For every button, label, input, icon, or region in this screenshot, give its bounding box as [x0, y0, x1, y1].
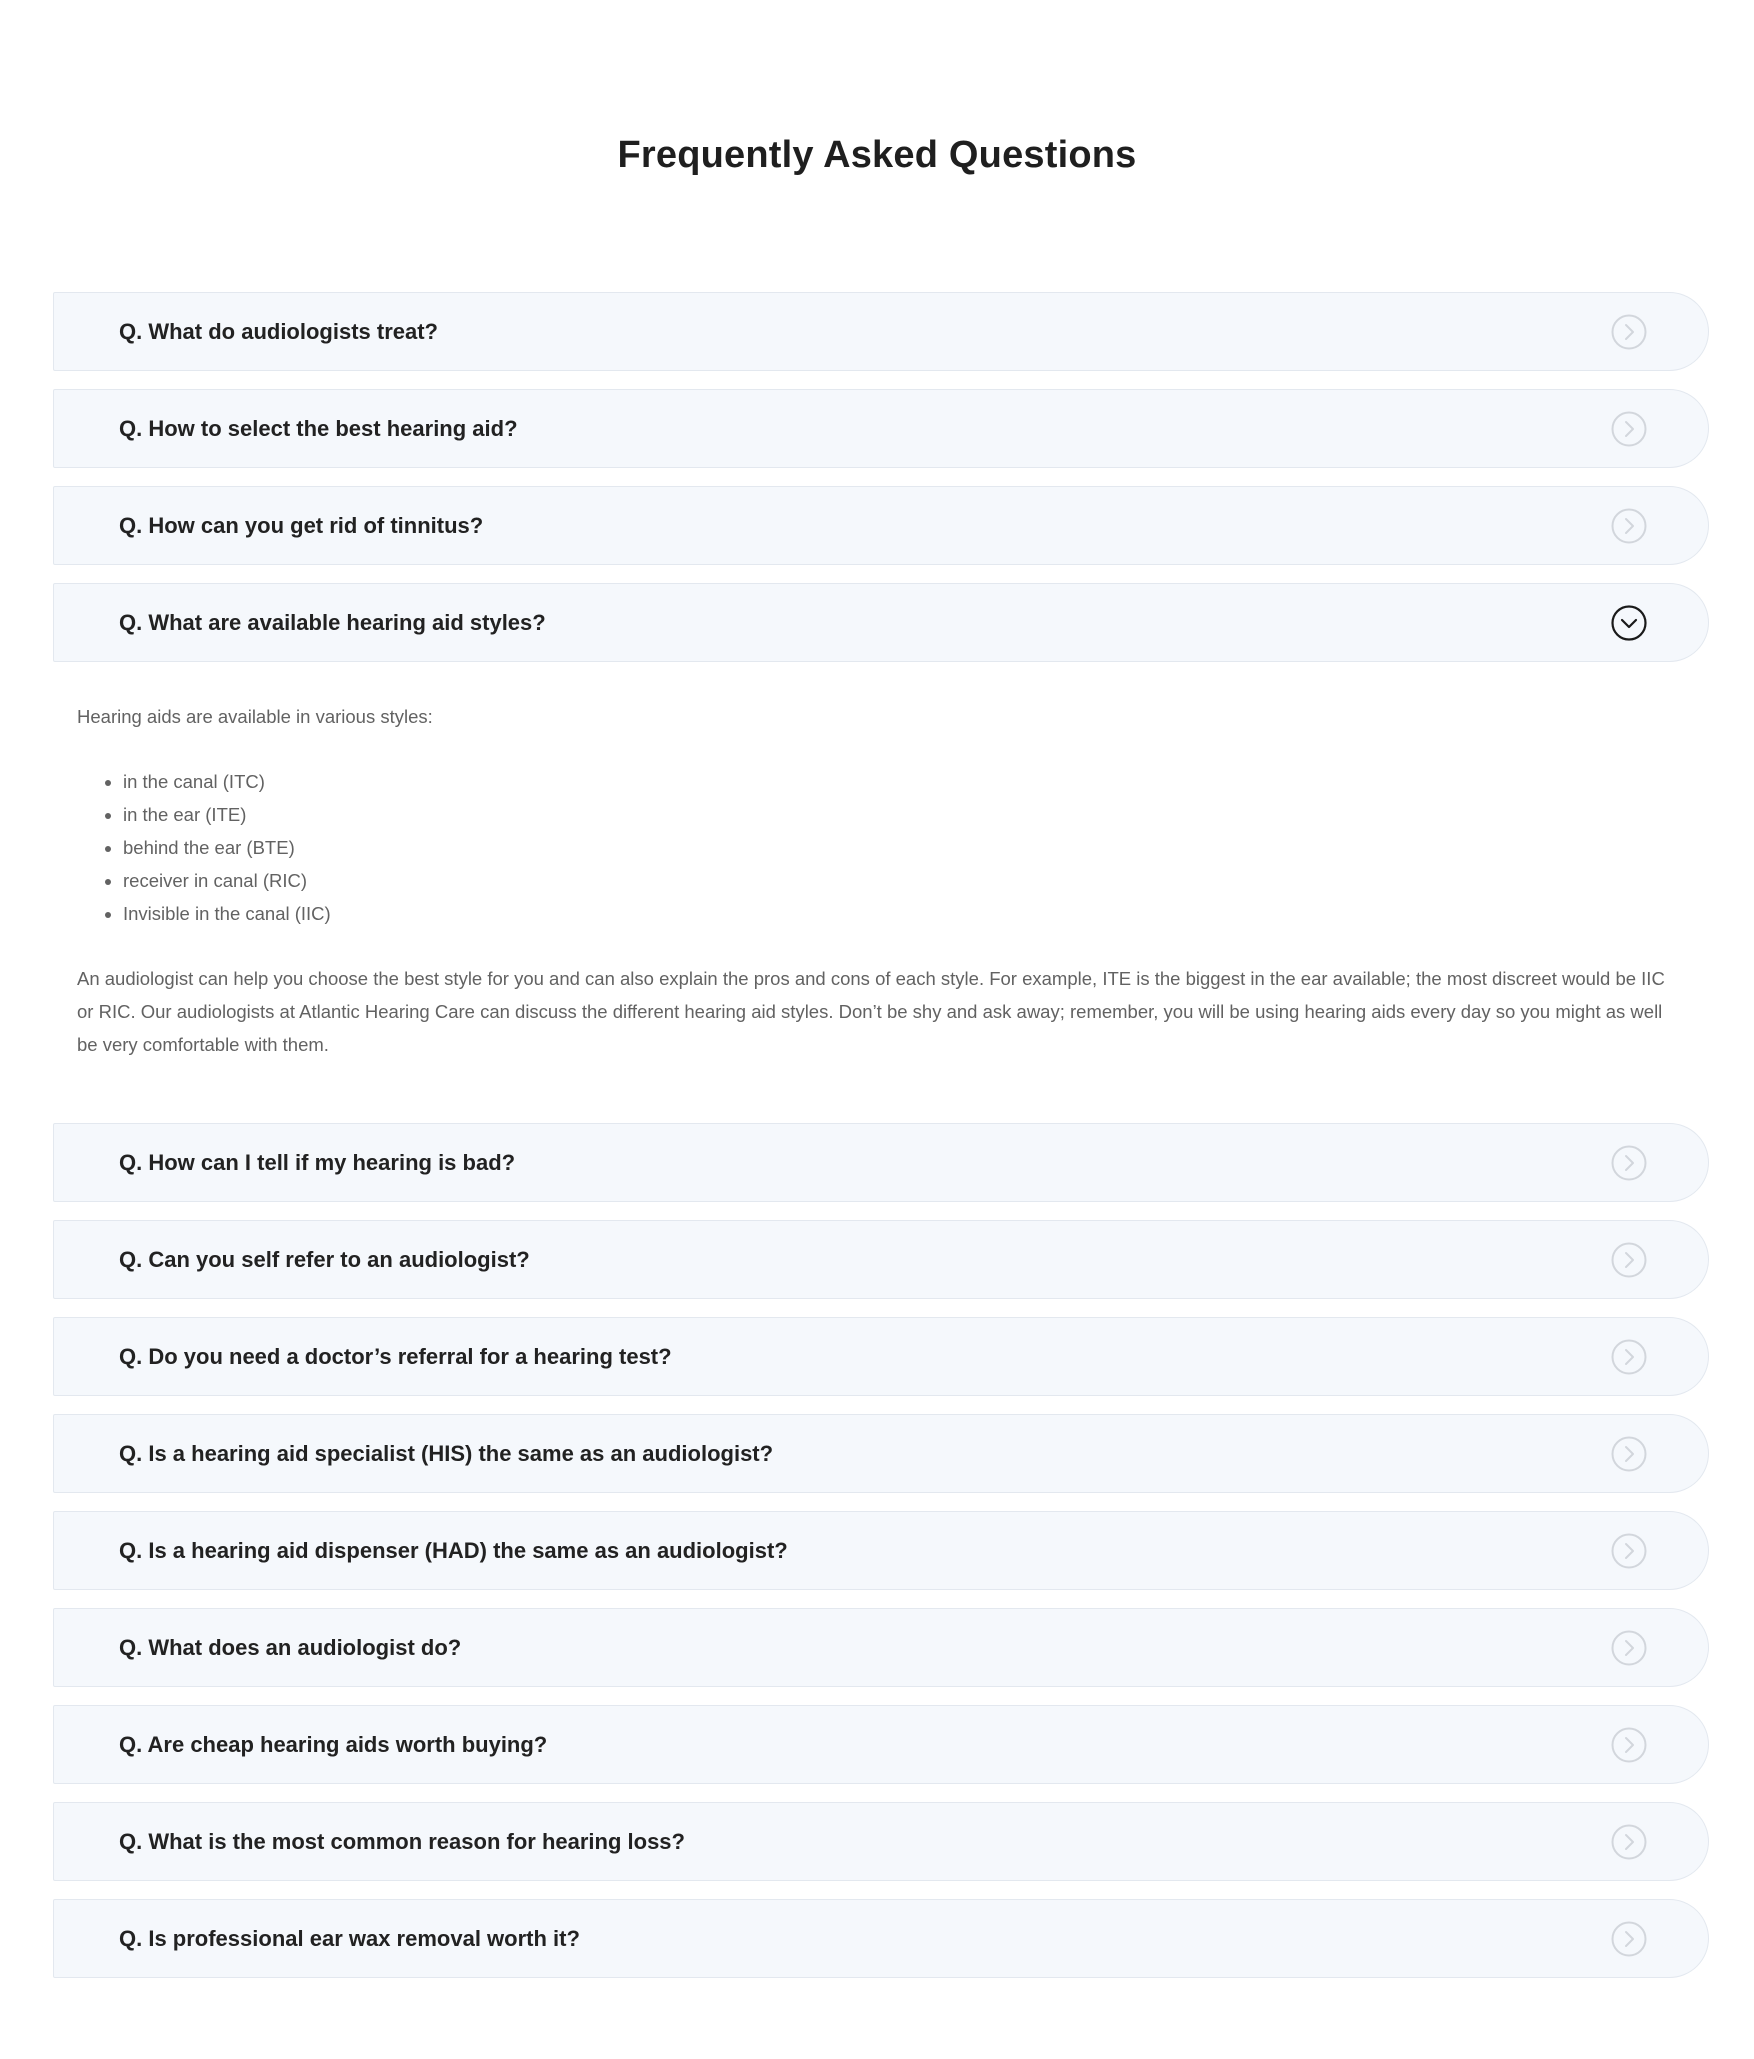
faq-question-toggle[interactable] — [53, 1802, 1709, 1881]
faq-item — [53, 1899, 1709, 1978]
faq-question-toggle[interactable] — [53, 389, 1709, 468]
list-item: • in the canal (ITC) — [123, 765, 1685, 798]
faq-question-toggle[interactable] — [53, 1220, 1709, 1299]
faq-item — [53, 1608, 1709, 1687]
faq-item — [53, 486, 1709, 565]
chevron-right-circle-icon[interactable] — [1610, 1144, 1648, 1182]
faq-question-toggle[interactable] — [53, 486, 1709, 565]
faq-question-text: Q. Can you self refer to an audiologist? — [119, 1246, 530, 1272]
chevron-right-circle-icon[interactable] — [1610, 1241, 1648, 1279]
faq-question-toggle[interactable] — [53, 1899, 1709, 1978]
chevron-right-circle-icon[interactable] — [1610, 507, 1648, 545]
answer-intro: Hearing aids are available in various styles: — [77, 706, 433, 727]
chevron-right-circle-icon[interactable] — [1610, 1629, 1648, 1667]
faq-question-toggle[interactable] — [53, 1317, 1709, 1396]
hearing-aid-styles-list — [77, 765, 1685, 930]
list-item: • Invisible in the canal (IIC) — [123, 897, 1685, 930]
faq-question-text: Q. Are cheap hearing aids worth buying? — [119, 1731, 548, 1757]
faq-item — [53, 1705, 1709, 1784]
faq-question-toggle[interactable] — [53, 583, 1709, 662]
faq-question-text: Q. What does an audiologist do? — [119, 1634, 462, 1660]
faq-question-toggle[interactable] — [53, 1123, 1709, 1202]
faq-question-text: Q. What is the most common reason for hearing loss? — [119, 1828, 685, 1854]
faq-question-toggle[interactable] — [53, 1511, 1709, 1590]
faq-list — [53, 292, 1709, 1996]
faq-question-text: Q. Is professional ear wax removal worth it? — [119, 1925, 580, 1951]
answer-outro: An audiologist can help you choose the best style for you and can also explain the pros and cons of each style. For example, ITE is the biggest in the ear available; the most discreet would be IIC or RIC. Our audiologists at Atlantic Hearing Care can discuss the different hearing aid styles. Don’t be shy and ask away; remember, you will be using hearing aids every day so you might as well be very comfortable with them. — [77, 968, 1665, 1055]
faq-question-text: Q. How can you get rid of tinnitus? — [119, 512, 484, 538]
faq-item — [53, 1802, 1709, 1881]
list-item: • in the ear (ITE) — [123, 798, 1685, 831]
chevron-right-circle-icon[interactable] — [1610, 1532, 1648, 1570]
chevron-down-circle-icon[interactable] — [1610, 604, 1648, 642]
chevron-right-circle-icon[interactable] — [1610, 1726, 1648, 1764]
list-item: • receiver in canal (RIC) — [123, 864, 1685, 897]
chevron-right-circle-icon[interactable] — [1610, 1338, 1648, 1376]
faq-item — [53, 1220, 1709, 1299]
faq-question-text: Q. What do audiologists treat? — [119, 318, 438, 344]
faq-item — [53, 1414, 1709, 1493]
faq-question-text: Q. How to select the best hearing aid? — [119, 415, 518, 441]
faq-question-toggle[interactable] — [53, 1414, 1709, 1493]
faq-item — [53, 292, 1709, 371]
chevron-right-circle-icon[interactable] — [1610, 313, 1648, 351]
faq-question-toggle[interactable] — [53, 1608, 1709, 1687]
chevron-right-circle-icon[interactable] — [1610, 1823, 1648, 1861]
faq-item — [53, 1511, 1709, 1590]
faq-question-text: Q. Is a hearing aid dispenser (HAD) the same as an audiologist? — [119, 1537, 788, 1563]
faq-answer — [53, 662, 1709, 1105]
faq-question-toggle[interactable] — [53, 292, 1709, 371]
faq-question-text: Q. What are available hearing aid styles? — [119, 609, 546, 635]
list-item: • behind the ear (BTE) — [123, 831, 1685, 864]
faq-item — [53, 1123, 1709, 1202]
faq-question-text: Q. Do you need a doctor’s referral for a hearing test? — [119, 1343, 672, 1369]
faq-question-text: Q. Is a hearing aid specialist (HIS) the same as an audiologist? — [119, 1440, 774, 1466]
faq-question-toggle[interactable] — [53, 1705, 1709, 1784]
chevron-right-circle-icon[interactable] — [1610, 1920, 1648, 1958]
page-title: Frequently Asked Questions — [617, 134, 1137, 176]
faq-item — [53, 1317, 1709, 1396]
chevron-right-circle-icon[interactable] — [1610, 1435, 1648, 1473]
faq-item — [53, 389, 1709, 468]
chevron-right-circle-icon[interactable] — [1610, 410, 1648, 448]
faq-item-expanded — [53, 583, 1709, 1105]
faq-question-text: Q. How can I tell if my hearing is bad? — [119, 1149, 516, 1175]
